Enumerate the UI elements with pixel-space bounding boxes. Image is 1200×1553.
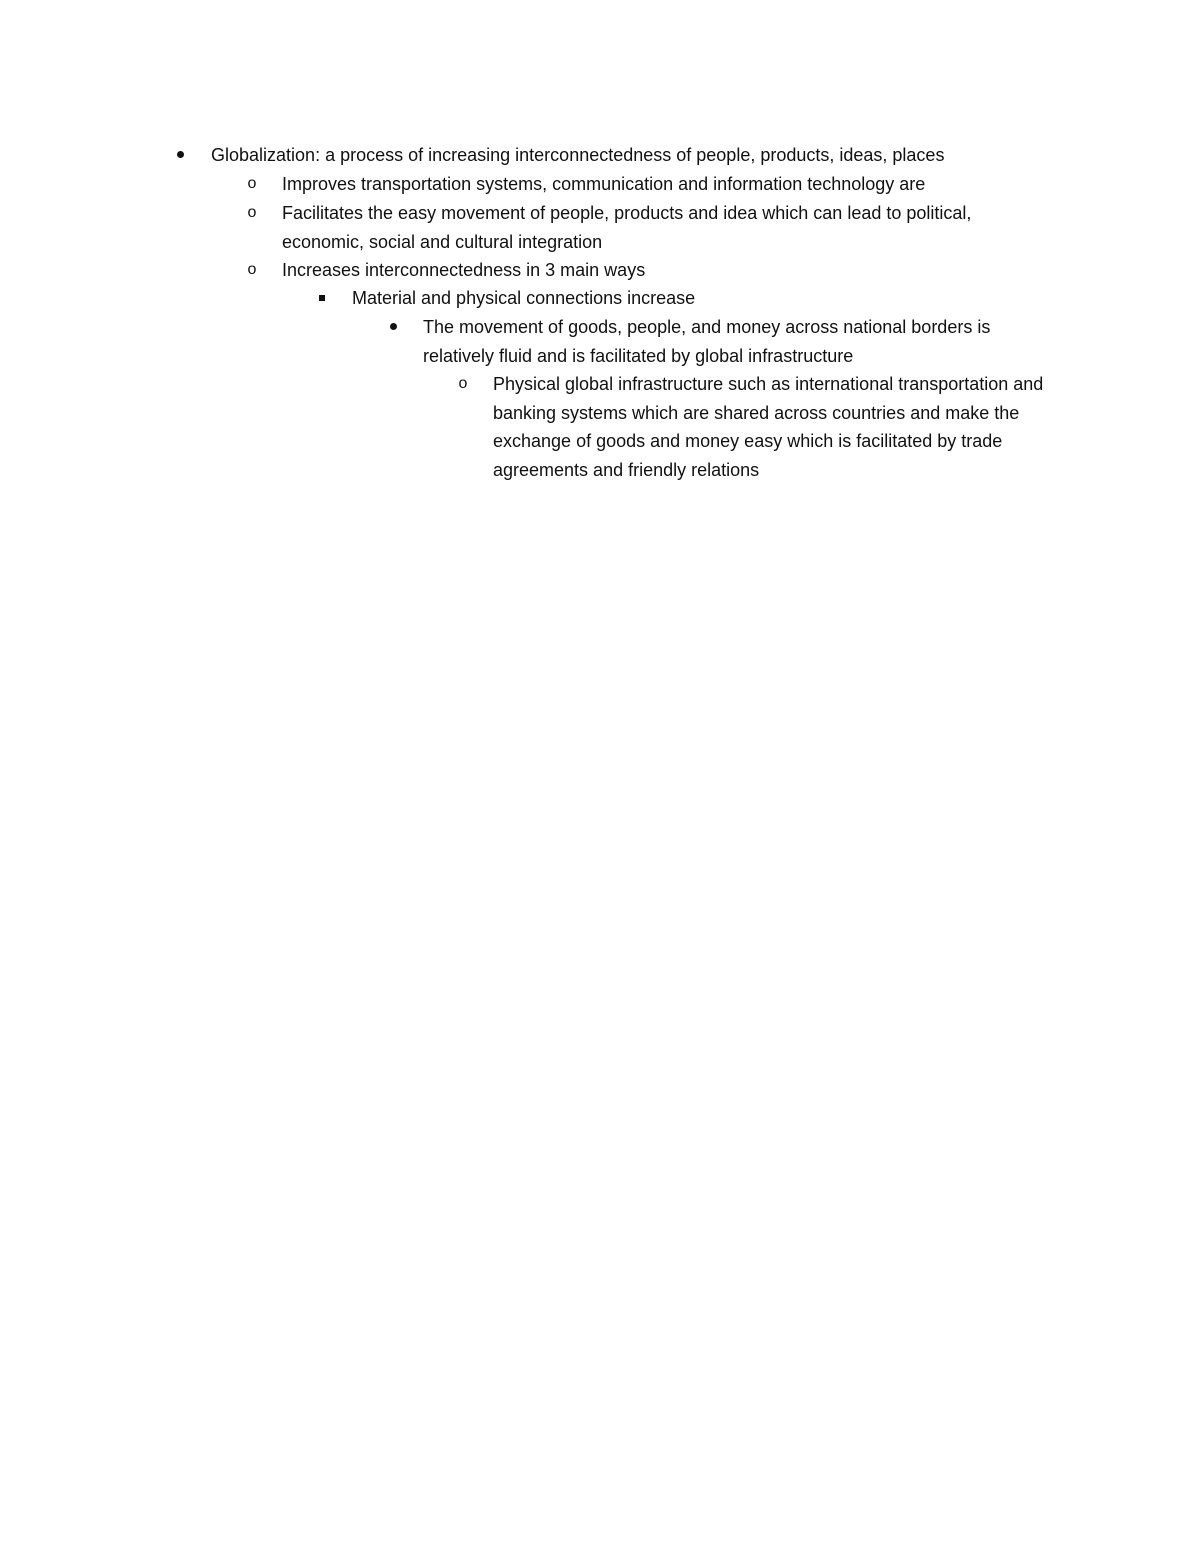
outline-item-level-5: Physical global infrastructure such as international transportation and banking systems which are shared across countries and make the exchange of goods and money easy which is facilitated by trade agreements and friendly relations [493, 374, 1044, 480]
bullet-square-icon [312, 284, 332, 313]
outline-item-level-2: Increases interconnectedness in 3 main ways [282, 260, 646, 280]
bullet-disc-icon [170, 141, 190, 170]
bullet-disc-icon [383, 313, 403, 342]
bullet-circle-icon: o [247, 175, 257, 192]
bullet-circle-icon: o [458, 375, 468, 392]
outline-item-level-3: Material and physical connections increase [352, 288, 696, 308]
outline-item-level-1: Globalization: a process of increasing interconnectedness of people, products, ideas, places [211, 145, 945, 165]
outline-item-level-2: Improves transportation systems, communication and information technology are [282, 174, 926, 194]
bullet-circle-icon: o [247, 261, 257, 278]
outline-item-level-4: The movement of goods, people, and money across national borders is relatively fluid and is facilitated by global infrastructure [423, 317, 991, 366]
bullet-circle-icon: o [247, 204, 257, 221]
outline-item-level-2: Facilitates the easy movement of people, products and idea which can lead to political, economic, social and cultural integration [282, 203, 972, 252]
